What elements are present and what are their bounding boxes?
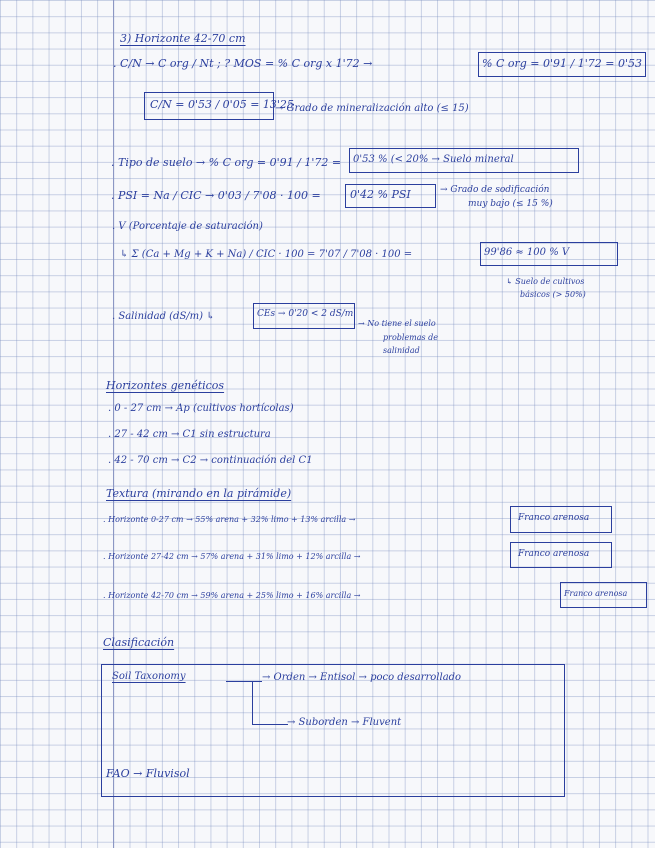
corg-result: % C org = 0'91 / 1'72 = 0'53 [482, 57, 642, 70]
cn-result: C/N = 0'53 / 0'05 = 13'25 [150, 98, 294, 111]
saturation-note-1: ↳ Suelo de cultivos [506, 277, 585, 286]
salinity-note-3: salinidad [383, 346, 420, 355]
cn-note: → Grado de mineralización alto (≤ 15) [275, 103, 469, 114]
texture-result: Franco arenosa [518, 513, 590, 523]
bracket-line-lower [252, 724, 288, 725]
psi-note-1: → Grado de sodificación [440, 185, 550, 195]
saturation-note-2: básicos (> 50%) [520, 290, 586, 299]
saturation-title: . V (Porcentaje de saturación) [112, 221, 263, 232]
soil-type-line: . Tipo de suelo → % C org = 0'91 / 1'72 = [111, 156, 342, 169]
horizon-item: . 0 - 27 cm → Ap (cultivos hortícolas) [108, 403, 294, 414]
psi-line: . PSI = Na / CIC → 0'03 / 7'08 · 100 = [111, 189, 321, 202]
fao-line: FAO → Fluvisol [106, 767, 190, 780]
section-title: 3) Horizonte 42-70 cm [120, 32, 246, 45]
texture-row: . Horizonte 42-70 cm → 59% arena + 25% limo + 16% arcilla → [103, 591, 361, 600]
psi-note-2: muy bajo (≤ 15 %) [468, 199, 553, 209]
order-line: → Orden → Entisol → poco desarrollado [262, 672, 462, 683]
horizon-item: . 42 - 70 cm → C2 → continuación del C1 [108, 455, 313, 466]
salinity-result: CEs → 0'20 < 2 dS/m [257, 309, 354, 319]
saturation-formula: ↳ Σ (Ca + Mg + K + Na) / CIC · 100 = 7'07 / 7'08 · 100 = [120, 249, 413, 260]
texture-result: Franco arenosa [518, 549, 590, 559]
bracket-line-vertical [252, 681, 253, 724]
texture-row: . Horizonte 27-42 cm → 57% arena + 31% limo + 12% arcilla → [103, 552, 361, 561]
soil-taxonomy-label: Soil Taxonomy [112, 671, 186, 682]
saturation-result: 99'86 ≈ 100 % V [484, 247, 570, 258]
salinity-note-1: → No tiene el suelo [358, 319, 436, 328]
texture-title: Textura (mirando en la pirámide) [106, 487, 292, 500]
horizons-title: Horizontes genéticos [106, 379, 225, 392]
texture-result: Franco arenosa [564, 589, 628, 598]
soil-type-result: 0'53 % (< 20% → Suelo mineral [353, 154, 514, 165]
psi-result: 0'42 % PSI [350, 188, 411, 201]
bracket-line-horizontal [226, 681, 262, 682]
horizon-item: . 27 - 42 cm → C1 sin estructura [108, 429, 271, 440]
texture-row: . Horizonte 0-27 cm → 55% arena + 32% limo + 13% arcilla → [103, 515, 356, 524]
cn-formula-line: . C/N → C org / Nt ; ? MOS = % C org x 1'72 → [113, 57, 373, 70]
classification-title: Clasificación [103, 636, 175, 649]
salinity-note-2: problemas de [383, 333, 439, 342]
salinity-line: . Salinidad (dS/m) ↳ [112, 311, 215, 322]
suborder-line: → Suborden → Fluvent [287, 717, 402, 728]
